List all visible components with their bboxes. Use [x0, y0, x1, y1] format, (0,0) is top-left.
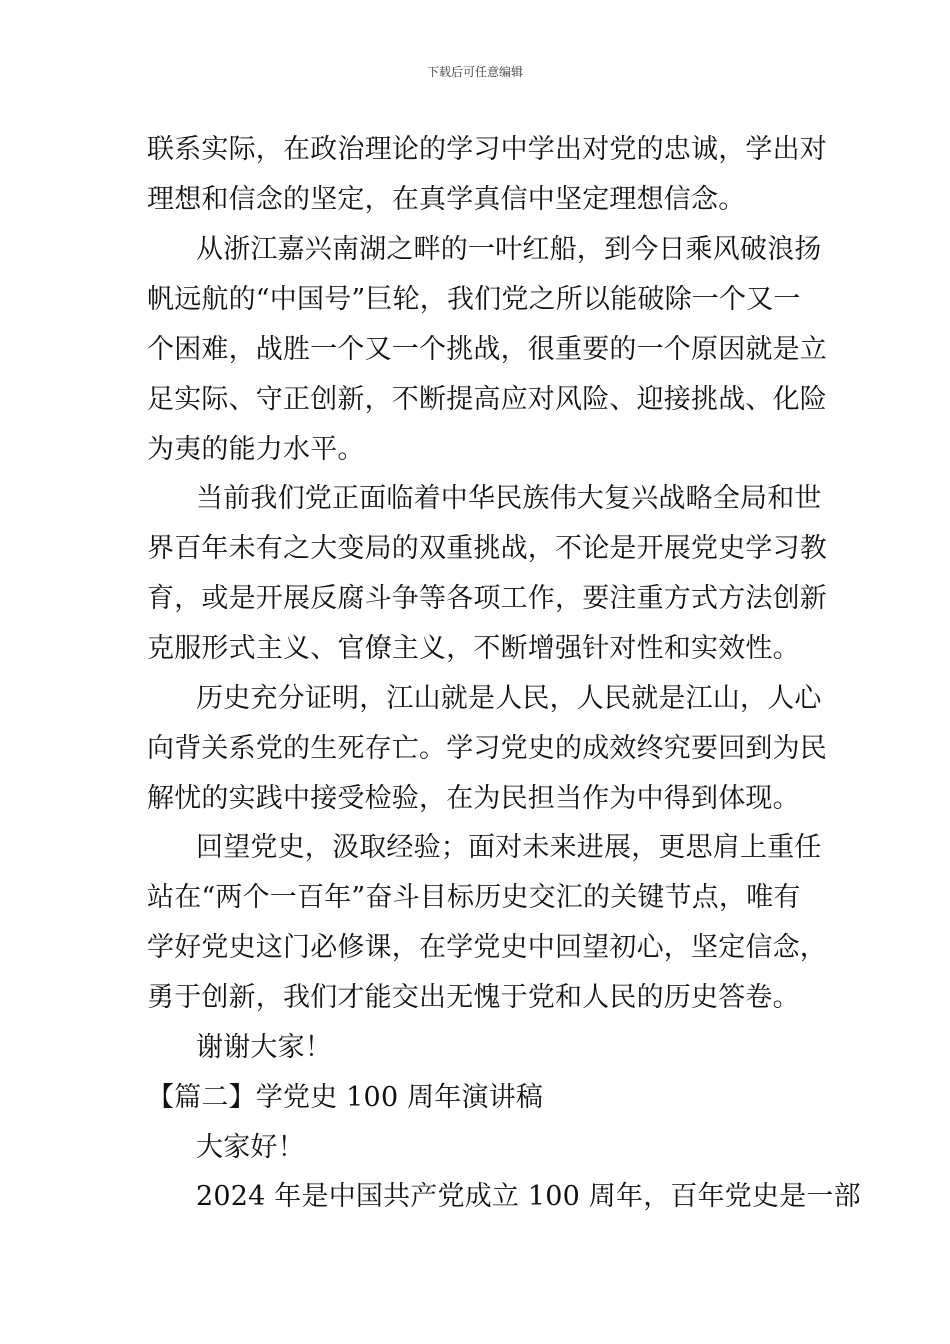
- text-line: 联系实际，在政治理论的学习中学出对党的忠诚，学出对: [147, 134, 827, 165]
- text-line: 理想和信念的坚定，在真学真信中坚定理想信念。: [147, 184, 746, 215]
- text-line: 解忧的实践中接受检验，在为民担当作为中得到体现。: [147, 783, 800, 814]
- paragraph-start-line: 历史充分证明，江山就是人民，人民就是江山，人心: [196, 683, 822, 714]
- text-line: 勇于创新，我们才能交出无愧于党和人民的历史答卷。: [147, 982, 800, 1013]
- paragraph-start-line: 从浙江嘉兴南湖之畔的一叶红船，到今日乘风破浪扬: [196, 234, 822, 265]
- text-line: 为夷的能力水平。: [147, 434, 365, 465]
- text-line: 帆远航的“中国号”巨轮，我们党之所以能破除一个又一: [147, 284, 801, 315]
- text-line: 界百年未有之大变局的双重挑战，不论是开展党史学习教: [147, 533, 827, 564]
- text-line: 育，或是开展反腐斗争等各项工作，要注重方式方法创新: [147, 583, 827, 614]
- page-header-note: 下载后可任意编辑: [426, 65, 523, 79]
- closing-line: 谢谢大家！: [196, 1032, 332, 1063]
- section-heading: 【篇二】学党史 100 周年演讲稿: [147, 1082, 544, 1113]
- paragraph-start-line: 当前我们党正面临着中华民族伟大复兴战略全局和世: [196, 483, 822, 514]
- text-line: 个困难，战胜一个又一个挑战，很重要的一个原因就是立: [147, 334, 827, 365]
- text-line: 向背关系党的生死存亡。学习党史的成效终究要回到为民: [147, 733, 827, 764]
- text-line: 站在“两个一百年”奋斗目标历史交汇的关键节点，唯有: [147, 882, 801, 913]
- text-line: 学好党史这门必修课，在学党史中回望初心，坚定信念，: [147, 932, 827, 963]
- paragraph-start-line: 回望党史，汲取经验；面对未来进展，更思肩上重任: [196, 832, 822, 863]
- text-line: 足实际、守正创新，不断提高应对风险、迎接挑战、化险: [147, 384, 827, 415]
- text-line: 克服形式主义、官僚主义，不断增强针对性和实效性。: [147, 633, 800, 664]
- greeting-line: 大家好！: [196, 1132, 305, 1163]
- paragraph-start-line: 2024 年是中国共产党成立 100 周年，百年党史是一部: [196, 1181, 861, 1212]
